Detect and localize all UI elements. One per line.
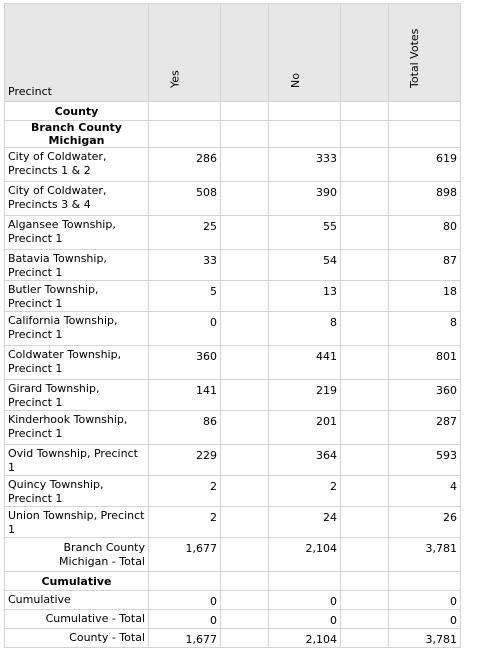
empty-cell: [341, 538, 389, 572]
table-row: [5, 507, 461, 538]
table-row: [5, 182, 461, 216]
no-header-label: No: [288, 73, 302, 88]
cumulative-total-no: 0: [269, 610, 341, 629]
precinct-name: California Township, Precinct 1: [5, 312, 149, 346]
empty-cell: [341, 572, 389, 591]
empty-cell: [149, 102, 221, 121]
no-value: 364: [269, 445, 341, 476]
table-row: [5, 411, 461, 445]
total-value: 619: [389, 148, 461, 182]
yes-value: 141: [149, 380, 221, 411]
precinct-name: Kinderhook Township, Precinct 1: [5, 411, 149, 445]
precinct-name: Algansee Township, Precinct 1: [5, 216, 149, 250]
empty-cell: [341, 121, 389, 148]
empty-cell: [341, 507, 389, 538]
table-row: [5, 250, 461, 281]
empty-cell: [221, 312, 269, 346]
yes-spacer-header: [221, 4, 269, 102]
total-value: 26: [389, 507, 461, 538]
empty-cell: [221, 102, 269, 121]
yes-value: 0: [149, 312, 221, 346]
empty-cell: [341, 629, 389, 648]
county-total-row: [5, 629, 461, 648]
empty-cell: [221, 182, 269, 216]
precinct-name: Butler Township, Precinct 1: [5, 281, 149, 312]
empty-cell: [341, 610, 389, 629]
no-value: 54: [269, 250, 341, 281]
empty-cell: [221, 507, 269, 538]
empty-cell: [341, 591, 389, 610]
yes-header: [149, 4, 221, 102]
total-value: 898: [389, 182, 461, 216]
yes-value: 286: [149, 148, 221, 182]
yes-value: 25: [149, 216, 221, 250]
empty-cell: [269, 572, 341, 591]
precinct-name: Union Township, Precinct 1: [5, 507, 149, 538]
total-value: 801: [389, 346, 461, 380]
table-row: [5, 346, 461, 380]
empty-cell: [341, 445, 389, 476]
yes-value: 33: [149, 250, 221, 281]
total-value: 18: [389, 281, 461, 312]
table-row: [5, 281, 461, 312]
yes-value: 229: [149, 445, 221, 476]
group-row-branch: [5, 121, 461, 148]
total-value: 360: [389, 380, 461, 411]
yes-value: 2: [149, 507, 221, 538]
no-spacer-header: [341, 4, 389, 102]
table-row: [5, 445, 461, 476]
total-value: 287: [389, 411, 461, 445]
table-row: [5, 476, 461, 507]
empty-cell: [269, 102, 341, 121]
precinct-header: Precinct: [5, 4, 149, 102]
cumulative-total-yes: 0: [149, 610, 221, 629]
empty-cell: [341, 476, 389, 507]
county-total-total: 3,781: [389, 629, 461, 648]
empty-cell: [221, 572, 269, 591]
total-value: 8: [389, 312, 461, 346]
empty-cell: [341, 250, 389, 281]
empty-cell: [341, 216, 389, 250]
empty-cell: [341, 346, 389, 380]
results-table-container: [4, 3, 461, 648]
table-row: [5, 216, 461, 250]
group-branch-label: Branch County Michigan: [5, 121, 149, 148]
county-total-no: 2,104: [269, 629, 341, 648]
empty-cell: [341, 182, 389, 216]
no-value: 2: [269, 476, 341, 507]
no-value: 201: [269, 411, 341, 445]
no-value: 441: [269, 346, 341, 380]
empty-cell: [221, 380, 269, 411]
yes-value: 360: [149, 346, 221, 380]
table-row: [5, 380, 461, 411]
branch-total-label: Branch County Michigan - Total: [5, 538, 149, 572]
empty-cell: [221, 591, 269, 610]
empty-cell: [221, 148, 269, 182]
table-row: [5, 312, 461, 346]
no-value: 55: [269, 216, 341, 250]
total-value: 87: [389, 250, 461, 281]
group-cumulative-label: Cumulative: [5, 572, 149, 591]
no-value: 390: [269, 182, 341, 216]
empty-cell: [341, 102, 389, 121]
cumulative-row-label: Cumulative: [5, 591, 149, 610]
empty-cell: [389, 572, 461, 591]
group-county-label: County: [5, 102, 149, 121]
empty-cell: [221, 281, 269, 312]
group-row-county: [5, 102, 461, 121]
precinct-name: City of Coldwater, Precincts 3 & 4: [5, 182, 149, 216]
no-value: 333: [269, 148, 341, 182]
empty-cell: [221, 411, 269, 445]
precinct-name: Girard Township, Precinct 1: [5, 380, 149, 411]
empty-cell: [149, 572, 221, 591]
total-value: 593: [389, 445, 461, 476]
empty-cell: [341, 148, 389, 182]
no-value: 24: [269, 507, 341, 538]
empty-cell: [221, 476, 269, 507]
empty-cell: [221, 610, 269, 629]
yes-value: 86: [149, 411, 221, 445]
results-table: [4, 3, 461, 648]
empty-cell: [341, 281, 389, 312]
cumulative-row: [5, 591, 461, 610]
cumulative-total-row: [5, 610, 461, 629]
precinct-name: City of Coldwater, Precincts 1 & 2: [5, 148, 149, 182]
precinct-name: Quincy Township, Precinct 1: [5, 476, 149, 507]
header-row: [5, 4, 461, 102]
branch-total-yes: 1,677: [149, 538, 221, 572]
empty-cell: [221, 346, 269, 380]
empty-cell: [341, 312, 389, 346]
empty-cell: [341, 380, 389, 411]
branch-total-total: 3,781: [389, 538, 461, 572]
precinct-name: Batavia Township, Precinct 1: [5, 250, 149, 281]
no-value: 219: [269, 380, 341, 411]
precinct-name: Coldwater Township, Precinct 1: [5, 346, 149, 380]
yes-value: 508: [149, 182, 221, 216]
total-header: [389, 4, 461, 102]
county-total-label: County - Total: [5, 629, 149, 648]
branch-total-row: [5, 538, 461, 572]
empty-cell: [221, 629, 269, 648]
total-value: 80: [389, 216, 461, 250]
empty-cell: [341, 411, 389, 445]
empty-cell: [221, 538, 269, 572]
empty-cell: [389, 121, 461, 148]
county-total-yes: 1,677: [149, 629, 221, 648]
total-value: 4: [389, 476, 461, 507]
empty-cell: [221, 121, 269, 148]
total-header-label: Total Votes: [408, 28, 422, 88]
empty-cell: [221, 445, 269, 476]
empty-cell: [149, 121, 221, 148]
no-value: 13: [269, 281, 341, 312]
no-header: [269, 4, 341, 102]
empty-cell: [269, 121, 341, 148]
precinct-name: Ovid Township, Precinct 1: [5, 445, 149, 476]
table-row: [5, 148, 461, 182]
yes-value: 5: [149, 281, 221, 312]
branch-total-no: 2,104: [269, 538, 341, 572]
group-row-cumulative: [5, 572, 461, 591]
yes-value: 2: [149, 476, 221, 507]
cumulative-total-total: 0: [389, 610, 461, 629]
empty-cell: [221, 250, 269, 281]
empty-cell: [389, 102, 461, 121]
cumulative-row-no: 0: [269, 591, 341, 610]
cumulative-total-label: Cumulative - Total: [5, 610, 149, 629]
yes-header-label: Yes: [167, 70, 181, 88]
empty-cell: [221, 216, 269, 250]
no-value: 8: [269, 312, 341, 346]
cumulative-row-yes: 0: [149, 591, 221, 610]
cumulative-row-total: 0: [389, 591, 461, 610]
